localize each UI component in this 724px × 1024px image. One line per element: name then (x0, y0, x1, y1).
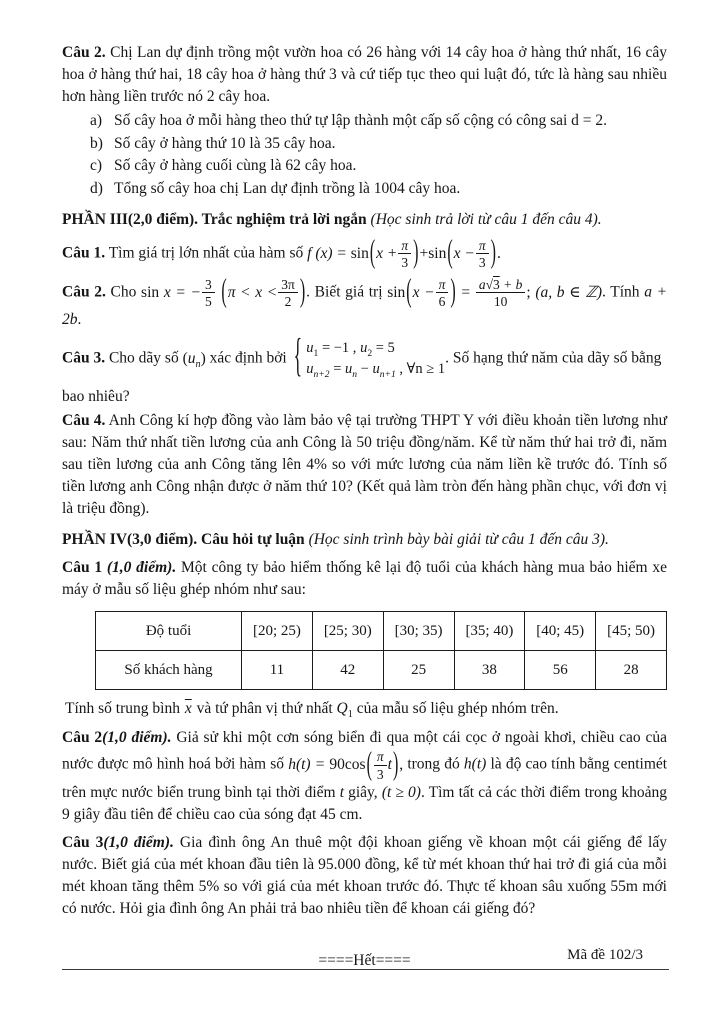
big-paren-close: ) (392, 747, 399, 782)
big-paren-open: ( (366, 747, 372, 782)
question-text: của mẫu số liệu ghép nhóm trên. (356, 700, 559, 718)
math-ht: h(t) (463, 756, 487, 774)
part3-heading-italic: (Học sinh trả lời từ câu 1 đến câu 4). (370, 211, 602, 228)
math-cos: cos (344, 756, 366, 774)
interval-cell: [45; 50) (596, 612, 667, 651)
math-comma: , (399, 756, 404, 774)
interval-cell: [30; 35) (383, 612, 454, 651)
subscript-n: n (195, 359, 201, 371)
part4-question-1-task (62, 698, 667, 720)
question-text: Tìm giá trị lớn nhất của hàm số (108, 244, 304, 262)
question-text: và tứ phân vị thứ nhất (196, 700, 333, 718)
part4-question-2 (62, 727, 667, 825)
big-paren-open: ( (369, 235, 376, 271)
question-text: Chị Lan dự định trồng một vườn hoa có 26 hàng với 14 cây hoa ở hàng thứ nhất, 16 cây hoa ở hàng thứ hai, 18 cây hoa ở hàng thứ 3 và cứ tiếp tục theo qui luật đó, tức là hàng sau nhiều hơn hàng liền trước nó 2 cây hoa. (62, 44, 668, 105)
math-90: 90 (329, 756, 345, 774)
sequence-symbol: $(u_n)$ (182, 350, 206, 371)
option-marker: d) (90, 179, 103, 197)
math-sin: sin (387, 283, 406, 301)
sqrt-arg: 3 (492, 277, 500, 293)
part3-question-3 (62, 333, 667, 383)
question-text: . Số hạng thứ năm của dãy số bằng (445, 350, 662, 368)
part3-heading-bold: PHẦN III(2,0 điểm). Trắc nghiệm trả lời ngắn (62, 211, 367, 228)
question-points: (1,0 điểm). (106, 559, 177, 577)
frequency-table (95, 611, 667, 690)
math-pi: π (478, 238, 486, 253)
option-marker: c) (90, 157, 103, 174)
fraction-pi-3 (476, 238, 489, 270)
math-pi: π (376, 749, 384, 765)
question-label: Câu 2. (62, 44, 106, 61)
formula-sin-x-pi6 (387, 274, 603, 310)
math-dot: . (77, 311, 82, 329)
count-cell: 28 (596, 651, 667, 690)
question-text: bao nhiêu? (62, 388, 130, 406)
math-semicolon: ; (526, 283, 531, 301)
question-label: Câu 2 (62, 729, 103, 747)
math-pi: π (401, 238, 409, 253)
formula-ht (288, 747, 404, 782)
big-paren-open: ( (221, 274, 227, 310)
option-marker: a) (90, 112, 103, 129)
count-cell: 25 (383, 651, 454, 690)
system-lines (306, 338, 445, 380)
math-sin: sin (350, 244, 369, 262)
option-text: Tổng số cây hoa chị Lan dự định trồng là 1004 cây hoa. (114, 179, 461, 197)
interval-cell: [35; 40) (454, 612, 525, 651)
system-line-2: $u_{n+2} = u_n - u_{n+1}$ , ∀n ≥ 1 (306, 361, 446, 381)
math-den: 3 (478, 255, 486, 271)
question-points: (1,0 điểm). (103, 833, 174, 851)
fraction-sqrt: $\frac{a√3 + b}{10}$ (476, 277, 526, 309)
math-dot: . (496, 244, 501, 262)
table-header-age: Độ tuổi (96, 612, 242, 651)
math-expression: a + 2b (62, 283, 668, 329)
footer (62, 944, 669, 970)
option-c (62, 155, 667, 178)
option-marker: b) (90, 134, 103, 152)
question-text: . Tính (602, 283, 640, 301)
part4-question-1 (62, 557, 667, 601)
table-row-intervals (96, 612, 667, 651)
question-text: Một công ty bảo hiểm thống kê lại độ tuổi của khách hàng mua bảo hiểm xe máy ở mẫu số liệu ghép nhóm như sau: (62, 559, 667, 599)
big-paren-open: ( (406, 274, 412, 310)
question-text: xác định bởi (209, 350, 287, 368)
question-text: Anh Công kí hợp đồng vào làm bảo vệ tại trường THPT Y với điều khoản tiền lương như sau: Năm thứ nhất tiền lương của anh Công là 50 triệu đồng/năm. Kể từ năm thứ hai trở đi, năm sau tiền lương của anh Công tăng lên 4% so với mức lương của năm liền kề trước đó. Tính số tiền lương anh Công nhận được ở năm thứ 10? (Kết quả làm tròn đến hàng phần chục, với đơn vị là triệu đồng). (62, 412, 667, 518)
question-label: Câu 3. (62, 350, 106, 368)
big-paren-close: ) (413, 235, 419, 271)
end-marker: ====Hết==== (318, 951, 411, 969)
exam-page (62, 42, 667, 972)
math-condition: π < x < (227, 283, 278, 301)
sqrt-sign: √ (485, 277, 493, 293)
part4-question-3 (62, 832, 667, 920)
math-sin: sin (141, 283, 160, 301)
math-equals: = (461, 283, 471, 301)
question-text: trong đó (407, 756, 460, 774)
question-text: Giả sử khi một cơn sóng biển đi qua một cái cọc ở ngoài khơi, chiều cao của nước được mô hình hoá bởi hàm số (62, 729, 667, 774)
options-list (62, 110, 667, 200)
fraction-pi-6: $\frac{\pi}{6}$ (436, 277, 449, 309)
big-paren-close: ) (299, 274, 306, 310)
math-x-minus: x − (412, 283, 435, 301)
table-row-counts (96, 651, 667, 690)
fraction-3-5: $\frac{3}{5}$ (202, 277, 215, 309)
part3-question-3-cont (62, 386, 667, 408)
part4-heading (62, 529, 667, 551)
question-text: . Biết giá trị (306, 283, 383, 301)
math-u: u (187, 350, 196, 368)
part3-question-4 (62, 410, 667, 520)
question-text: Tính số trung bình (65, 700, 180, 718)
part3-question-1 (62, 235, 667, 271)
question-text: Cho (110, 283, 137, 301)
fraction-3pi-2: $\frac{3\pi}{2}$ (278, 277, 298, 309)
option-text: Số cây hoa ở mỗi hàng theo thứ tự lập thành một cấp số cộng có công sai d = 2. (114, 112, 608, 129)
math-x-eq: x = − (163, 283, 201, 301)
fraction-pi-3 (398, 238, 411, 270)
part4-heading-italic: (Học sinh trình bày bài giải từ câu 1 đến câu 3). (308, 531, 609, 549)
question-text: Gia đình ông An thuê một đội khoan giếng về khoan một cái giếng để lấy nước. Biết giá của mét khoan đầu tiên là 95.000 đồng, kể từ mét khoan thứ hai trở đi giá của mỗi mét khoan tăng thêm 5% so với giá của mét khoan trước đó. Thực tế khoan sâu xuống 55m mới có nước. Hỏi gia đình ông An phải trả bao nhiêu tiền để khoan cái giếng đó? (62, 833, 667, 917)
math-t: t (387, 756, 392, 774)
option-b (62, 133, 667, 156)
count-cell: 38 (454, 651, 525, 690)
math-ab-integers: (a, b ∈ ℤ) (535, 283, 603, 301)
question-label: Câu 1 (62, 559, 103, 577)
equation-system (291, 333, 446, 383)
question-text: giây, (348, 783, 378, 801)
exam-code: Mã đề 102/3 (567, 947, 643, 963)
system-line-1: $u_1 = -1$ , $u_2 = 5$ (306, 340, 395, 360)
count-cell: 42 (312, 651, 383, 690)
formula-fx (307, 235, 501, 271)
option-a (62, 110, 667, 133)
system-brace: { (293, 333, 302, 383)
question-text: Cho dãy số (108, 350, 179, 368)
math-x-plus: x + (376, 244, 398, 262)
math-q1: $Q_1$ (336, 700, 353, 721)
question-2-statement (62, 42, 667, 108)
math-ht: h(t) = (288, 756, 326, 774)
interval-cell: [40; 45) (525, 612, 596, 651)
math-den: 3 (401, 255, 409, 271)
question-label: Câu 1. (62, 244, 106, 262)
part4-heading-bold: PHẦN IV(3,0 điểm). Câu hỏi tự luận (62, 531, 305, 549)
math-t: t (339, 783, 344, 801)
question-text: . Tìm tất cả các thời điểm trong khoảng 9 giây đầu tiên để chiều cao của sóng đạt 45 cm. (62, 783, 668, 823)
formula-sinx (141, 274, 306, 310)
math-pi: π (438, 277, 446, 293)
count-cell: 11 (242, 651, 313, 690)
big-paren-close: ) (490, 235, 496, 271)
math-fx: f (x) = (307, 244, 347, 262)
question-text: là độ cao tính bằng centimét trên mực nước biển trung bình tại thời điểm (62, 756, 668, 801)
math-condition: (t ≥ 0) (381, 783, 421, 801)
option-text: Số cây ở hàng thứ 10 là 35 cây hoa. (114, 134, 336, 152)
math-plus-b: + b (503, 277, 523, 293)
question-label: Câu 3 (62, 833, 104, 851)
option-text: Số cây ở hàng cuối cùng là 62 cây hoa. (114, 157, 357, 174)
count-cell: 56 (525, 651, 596, 690)
part3-question-2 (62, 274, 668, 331)
option-d (62, 178, 667, 201)
question-points: (1,0 điểm). (102, 729, 172, 747)
interval-cell: [20; 25) (242, 612, 313, 651)
big-paren-open: ( (447, 235, 453, 271)
question-label: Câu 4. (62, 412, 106, 430)
question-label: Câu 2. (62, 283, 106, 301)
fraction-pi-3: $\frac{\pi}{3}$ (374, 749, 387, 781)
interval-cell: [25; 30) (312, 612, 383, 651)
math-x-bar: $\overline{x}$ (184, 700, 192, 718)
math-sin: sin (428, 244, 447, 262)
table-header-count: Số khách hàng (96, 651, 242, 690)
math-x-minus: x − (453, 244, 475, 262)
part3-heading (62, 209, 667, 231)
big-paren-close: ) (450, 274, 456, 310)
math-plus: + (419, 244, 429, 262)
math-a: a (478, 277, 486, 293)
